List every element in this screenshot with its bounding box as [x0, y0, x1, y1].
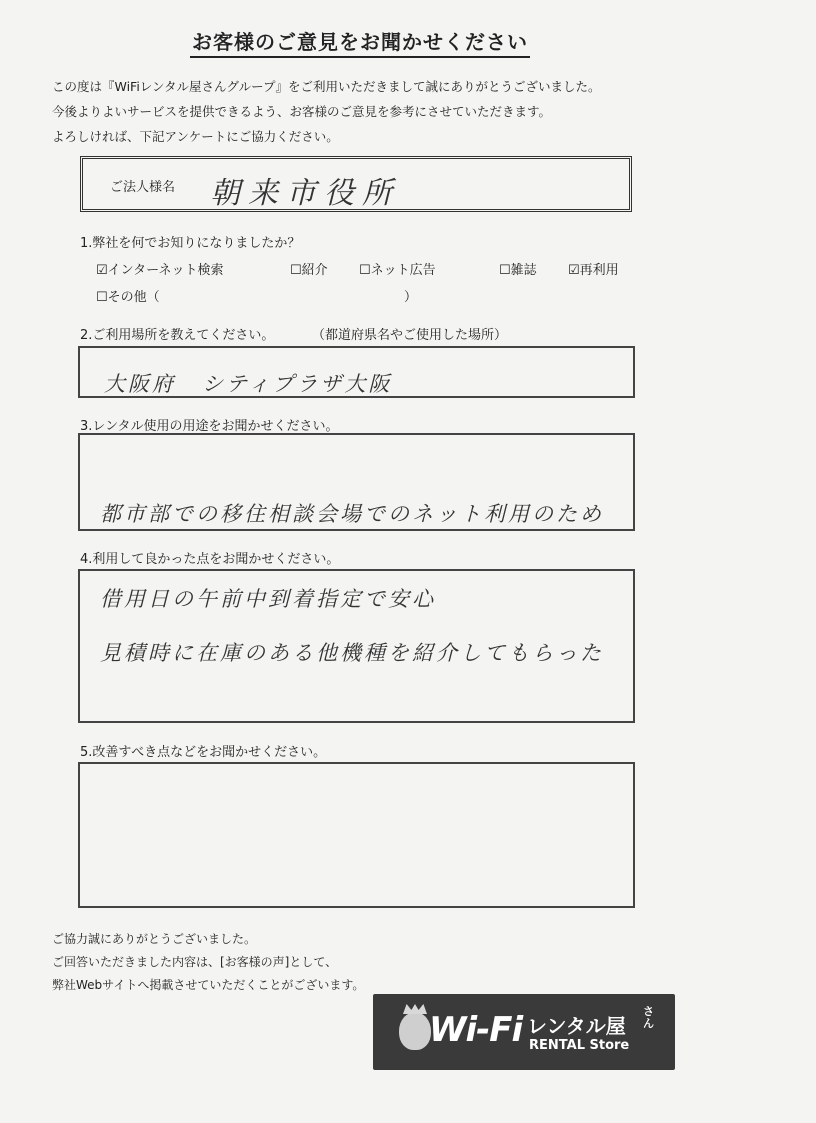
checkbox-icon: ☐	[96, 290, 108, 305]
logo-wifi-text: Wi-Fi	[429, 1010, 523, 1050]
intro-text	[52, 74, 601, 149]
option-magazine[interactable]	[499, 259, 537, 278]
option-other[interactable]	[96, 286, 160, 305]
intro-line-1: この度は『WiFiレンタル屋さんグループ』をご利用いただきまして誠にありがとうございました。	[52, 79, 601, 94]
checkbox-checked-icon: ☑	[96, 263, 108, 278]
footer-line-1: ご協力誠にありがとうございました。	[52, 932, 257, 946]
question-5: 5.改善すべき点などをお聞かせください。	[80, 745, 327, 760]
checkbox-icon: ☐	[290, 263, 302, 278]
option-label: 再利用	[579, 263, 619, 278]
checkbox-checked-icon: ☑	[568, 263, 580, 278]
corporate-name-label: ご法人様名	[110, 180, 176, 195]
logo-san-text: さん	[643, 1005, 654, 1030]
option-internet-search[interactable]	[96, 259, 224, 278]
answer-box-5[interactable]	[78, 762, 635, 908]
answer-2-prefecture: 大阪府	[104, 372, 176, 396]
option-net-ad[interactable]	[359, 259, 436, 278]
question-1: 1.弊社を何でお知りになりましたか？	[80, 236, 301, 251]
footer-line-2: ご回答いただきました内容は、[お客様の声]として、	[52, 955, 338, 969]
corporate-name-answer[interactable]: 朝来市役所	[210, 176, 400, 211]
intro-line-3: よろしければ、下記アンケートにご協力ください。	[52, 129, 339, 144]
question-4: 4.利用して良かった点をお聞かせください。	[80, 552, 340, 567]
survey-title: お客様のご意見をお聞かせください	[0, 26, 720, 55]
option-reuse[interactable]	[568, 259, 619, 278]
footer-line-3: 弊社Webサイトへ掲載させていただくことがございます。	[52, 978, 365, 992]
option-referral[interactable]	[290, 259, 328, 278]
mascot-icon	[399, 1012, 431, 1050]
logo-rental-text: レンタル屋	[527, 1014, 626, 1038]
option-label: インターネット検索	[107, 263, 224, 278]
question-2-hint: （都道府県名やご使用した場所）	[312, 328, 508, 343]
answer-4-line-2: 見積時に在庫のある他機種を紹介してもらった	[100, 641, 604, 665]
checkbox-icon: ☐	[359, 263, 371, 278]
checkbox-icon: ☐	[499, 263, 511, 278]
option-label: その他（	[107, 290, 160, 305]
footer-text	[52, 928, 364, 997]
answer-4-line-1: 借用日の午前中到着指定で安心	[100, 587, 436, 611]
logo-rental-store-text: RENTAL Store	[529, 1038, 630, 1053]
intro-line-2: 今後よりよいサービスを提供できるよう、お客様のご意見を参考にさせていただきます。	[52, 104, 552, 119]
option-label: 雑誌	[510, 263, 537, 278]
question-2: 2.ご利用場所を教えてください。	[80, 328, 275, 343]
answer-3: 都市部での移住相談会場でのネット利用のため	[100, 502, 604, 526]
option-other-close: ）	[404, 290, 418, 305]
option-label: ネット広告	[370, 263, 436, 278]
question-3: 3.レンタル使用の用途をお聞かせください。	[80, 419, 339, 434]
company-logo	[373, 994, 675, 1070]
answer-2-place: シティプラザ大阪	[202, 372, 393, 396]
option-label: 紹介	[301, 263, 328, 278]
